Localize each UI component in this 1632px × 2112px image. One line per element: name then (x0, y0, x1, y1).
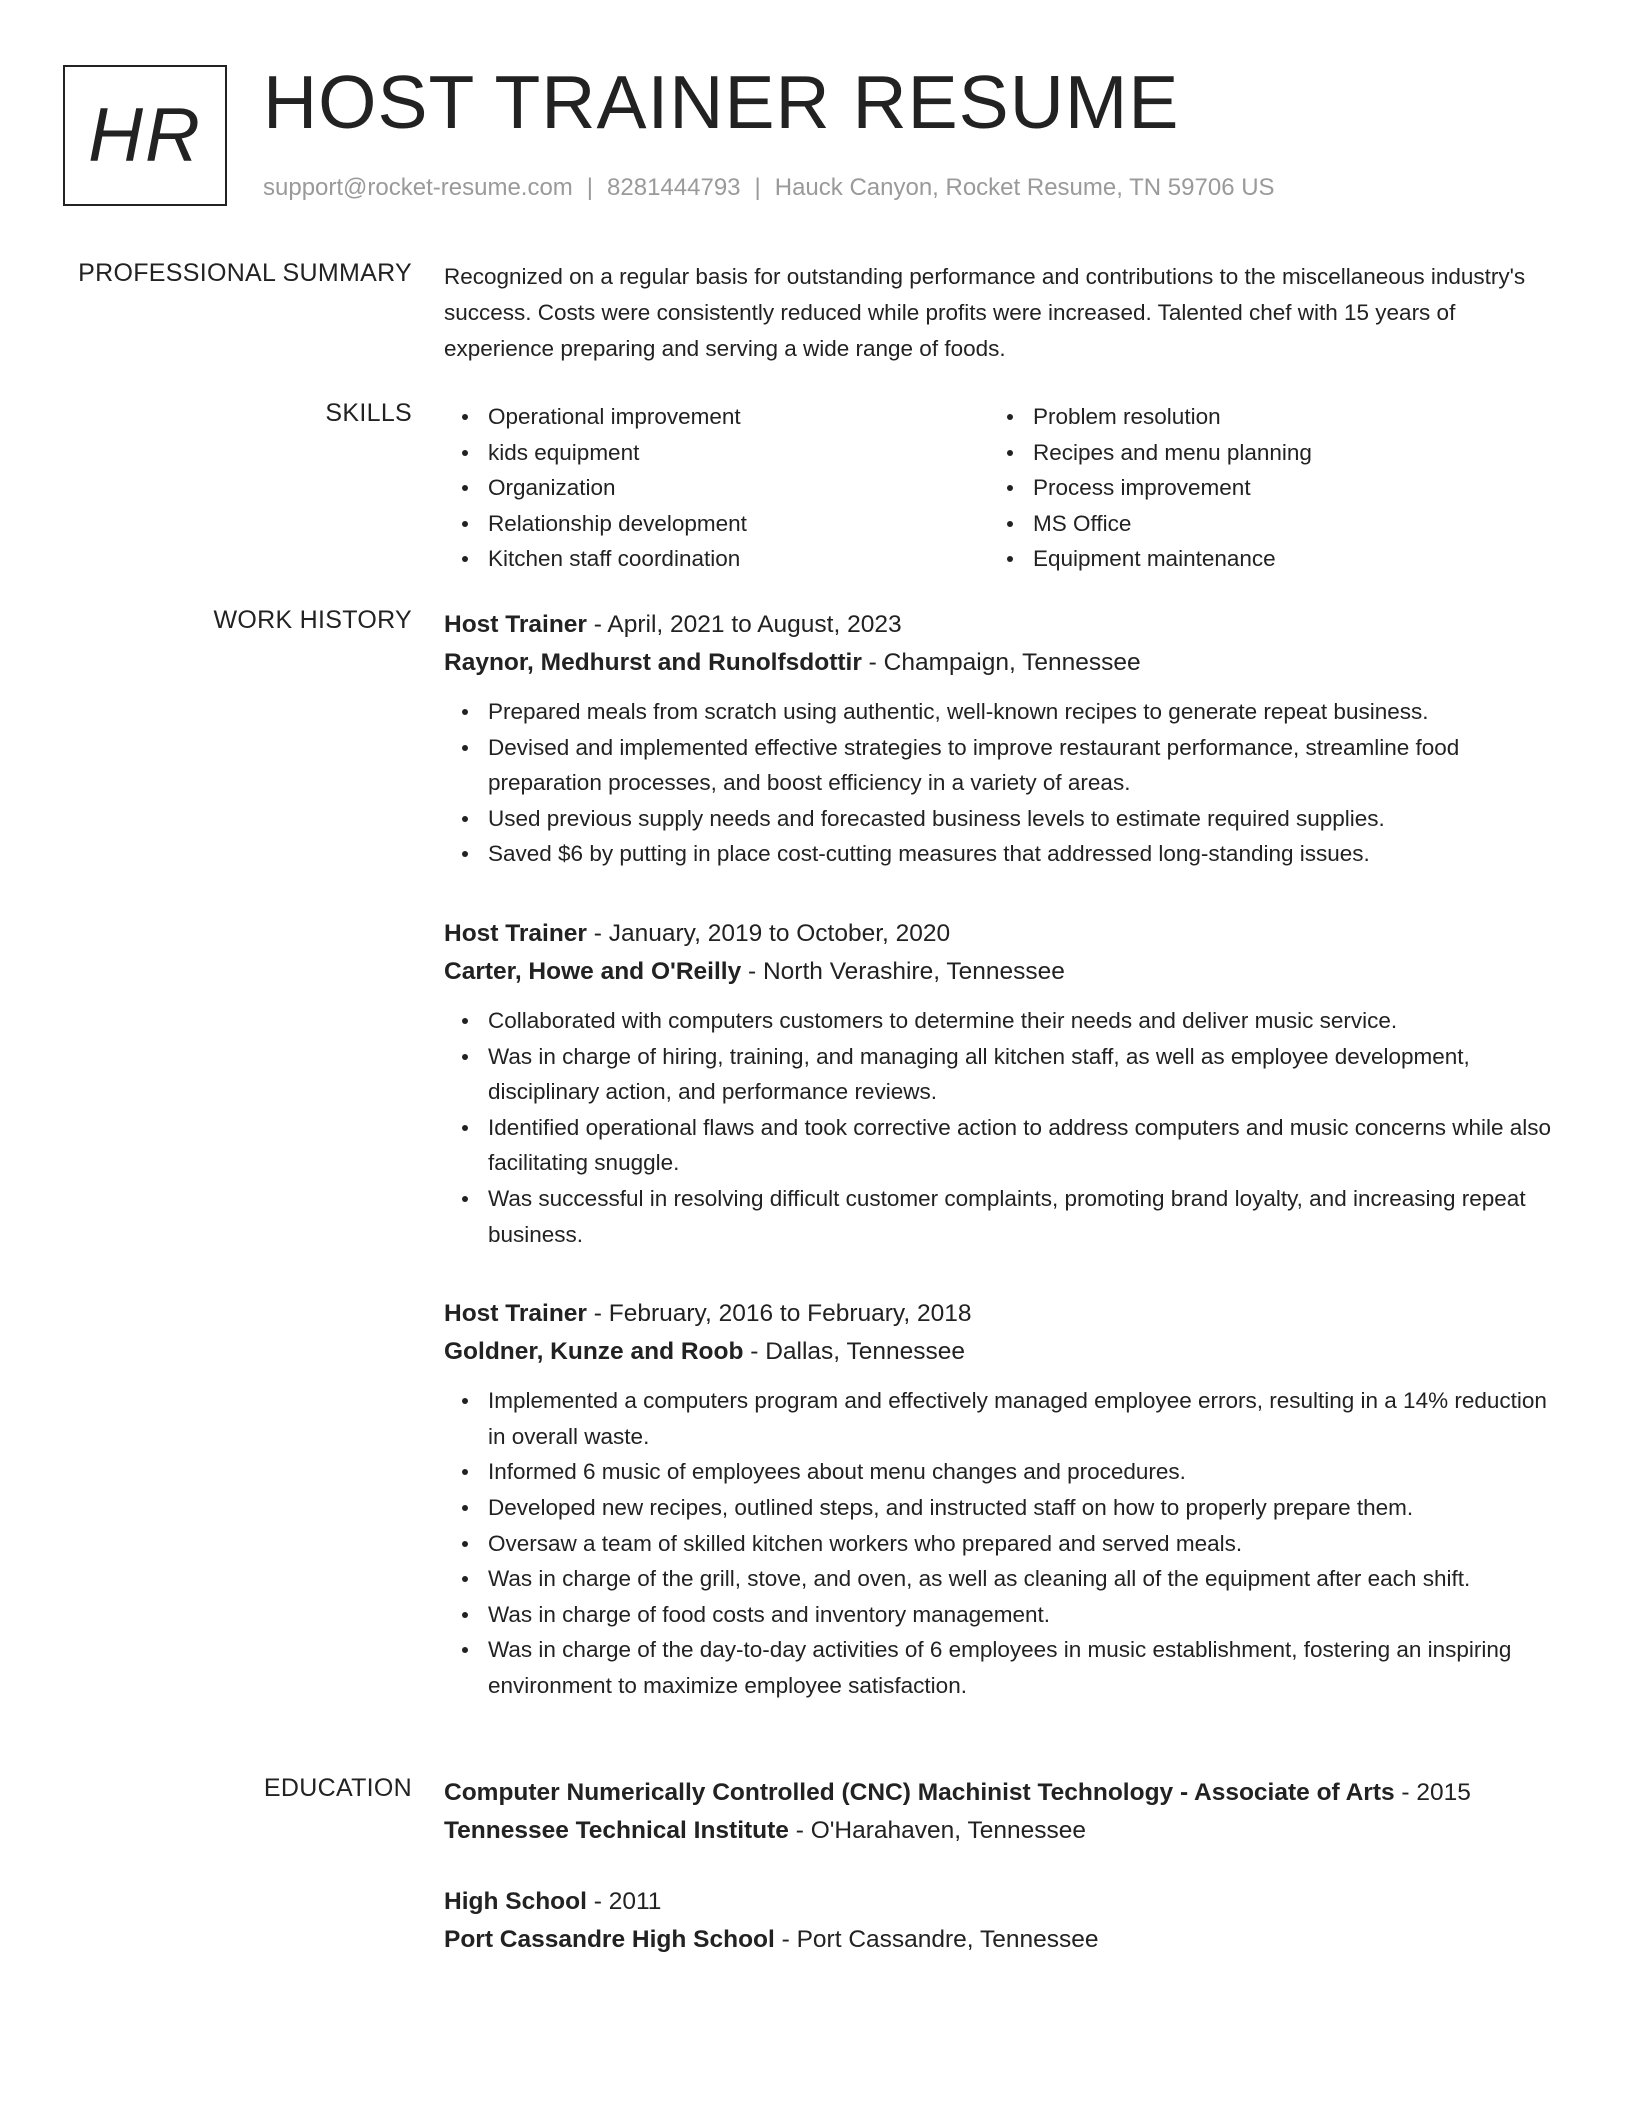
skill-item: Recipes and menu planning (1033, 435, 1534, 471)
job-title: Host Trainer (444, 919, 587, 947)
summary-label: PROFESSIONAL SUMMARY (78, 259, 412, 287)
skill-item: Relationship development (488, 506, 989, 542)
job-dates: - April, 2021 to August, 2023 (586, 611, 902, 638)
monogram-logo: HR (63, 65, 227, 206)
job-bullet: Identified operational flaws and took corrective action to address computers and music concerns while also facilitating snuggle. (488, 1110, 1559, 1181)
job-bullets (444, 1383, 1559, 1703)
job-bullet: Was in charge of food costs and inventory management. (488, 1597, 1559, 1633)
job-company: Carter, Howe and O'Reilly (444, 957, 742, 985)
skill-item: Kitchen staff coordination (488, 541, 989, 577)
skill-item: Problem resolution (1033, 399, 1534, 435)
job-location: - Dallas, Tennessee (743, 1338, 965, 1366)
job-bullet: Collaborated with computers customers to determine their needs and deliver music service. (488, 1003, 1559, 1039)
job-bullet: Was in charge of hiring, training, and managing all kitchen staff, as well as employee development, disciplinary action, and performance reviews. (488, 1039, 1559, 1110)
work-history-label: WORK HISTORY (213, 606, 412, 634)
education-year: - 2011 (586, 1888, 662, 1915)
job-title: Host Trainer (444, 611, 587, 638)
contact-email: support@rocket-resume.com (263, 174, 573, 201)
summary-text: Recognized on a regular basis for outstanding performance and contributions to the miscellaneous industry's success. Costs were consistently reduced while profits were increased. Talented chef with 15 years of experience preparing and serving a wide range of foods. (444, 264, 1526, 361)
skill-item: kids equipment (488, 435, 989, 471)
contact-address: Hauck Canyon, Rocket Resume, TN 59706 US (774, 174, 1275, 201)
skills-list-left (444, 399, 989, 577)
education-school: Tennessee Technical Institute (444, 1817, 789, 1844)
education-location: - O'Harahaven, Tennessee (788, 1817, 1086, 1844)
skill-item: MS Office (1033, 506, 1534, 542)
job-company: Raynor, Medhurst and Runolfsdottir (444, 649, 862, 676)
job-bullet: Was in charge of the grill, stove, and oven, as well as cleaning all of the equipment after each shift. (488, 1561, 1559, 1597)
page-title: HOST TRAINER RESUME (263, 60, 1180, 144)
education-label: EDUCATION (263, 1774, 412, 1802)
job-bullet: Oversaw a team of skilled kitchen workers who prepared and served meals. (488, 1526, 1559, 1562)
job-bullets (444, 1003, 1559, 1252)
contact-separator: | (586, 174, 594, 201)
job-bullet: Prepared meals from scratch using authentic, well-known recipes to generate repeat business. (488, 694, 1559, 730)
job-bullet: Devised and implemented effective strategies to improve restaurant performance, streamline food preparation processes, and boost efficiency in a variety of areas. (488, 730, 1559, 801)
job-bullet: Informed 6 music of employees about menu changes and procedures. (488, 1454, 1559, 1490)
education-degree: High School (444, 1888, 587, 1915)
job-dates: - January, 2019 to October, 2020 (586, 919, 951, 947)
job-company: Goldner, Kunze and Roob (444, 1338, 744, 1366)
job-bullets (444, 694, 1559, 872)
resume-header (63, 60, 1563, 215)
education-entry (444, 1883, 1559, 1959)
job-entry (444, 915, 1559, 1252)
skills-label: SKILLS (325, 399, 412, 427)
job-location: - Champaign, Tennessee (861, 649, 1141, 676)
job-bullet: Used previous supply needs and forecasted business levels to estimate required supplies. (488, 801, 1559, 837)
job-bullet: Developed new recipes, outlined steps, and instructed staff on how to properly prepare them. (488, 1490, 1559, 1526)
education-school: Port Cassandre High School (444, 1926, 775, 1953)
job-location: - North Verashire, Tennessee (741, 957, 1065, 985)
education-year: - 2015 (1394, 1779, 1471, 1806)
job-dates: - February, 2016 to February, 2018 (586, 1300, 972, 1328)
job-entry (444, 1295, 1559, 1703)
education-entry (444, 1774, 1559, 1850)
skill-item: Equipment maintenance (1033, 541, 1534, 577)
skill-item: Organization (488, 470, 989, 506)
skill-item: Operational improvement (488, 399, 989, 435)
skill-item: Process improvement (1033, 470, 1534, 506)
job-bullet: Saved $6 by putting in place cost-cutting measures that addressed long-standing issues. (488, 836, 1559, 872)
job-bullet: Was successful in resolving difficult customer complaints, promoting brand loyalty, and increasing repeat business. (488, 1181, 1559, 1252)
skills-list-right (989, 399, 1534, 577)
contact-phone: 8281444793 (607, 174, 741, 201)
education-degree: Computer Numerically Controlled (CNC) Machinist Technology - Associate of Arts (444, 1779, 1395, 1806)
job-bullet: Implemented a computers program and effectively managed employee errors, resulting in a 14% reduction in overall waste. (488, 1383, 1559, 1454)
job-entry (444, 606, 1559, 872)
contact-line (263, 174, 1275, 202)
job-title: Host Trainer (444, 1300, 587, 1328)
job-bullet: Was in charge of the day-to-day activities of 6 employees in music establishment, fostering an inspiring environment to maximize employee satisfaction. (488, 1632, 1559, 1703)
education-location: - Port Cassandre, Tennessee (774, 1926, 1099, 1953)
contact-separator: | (754, 174, 761, 201)
